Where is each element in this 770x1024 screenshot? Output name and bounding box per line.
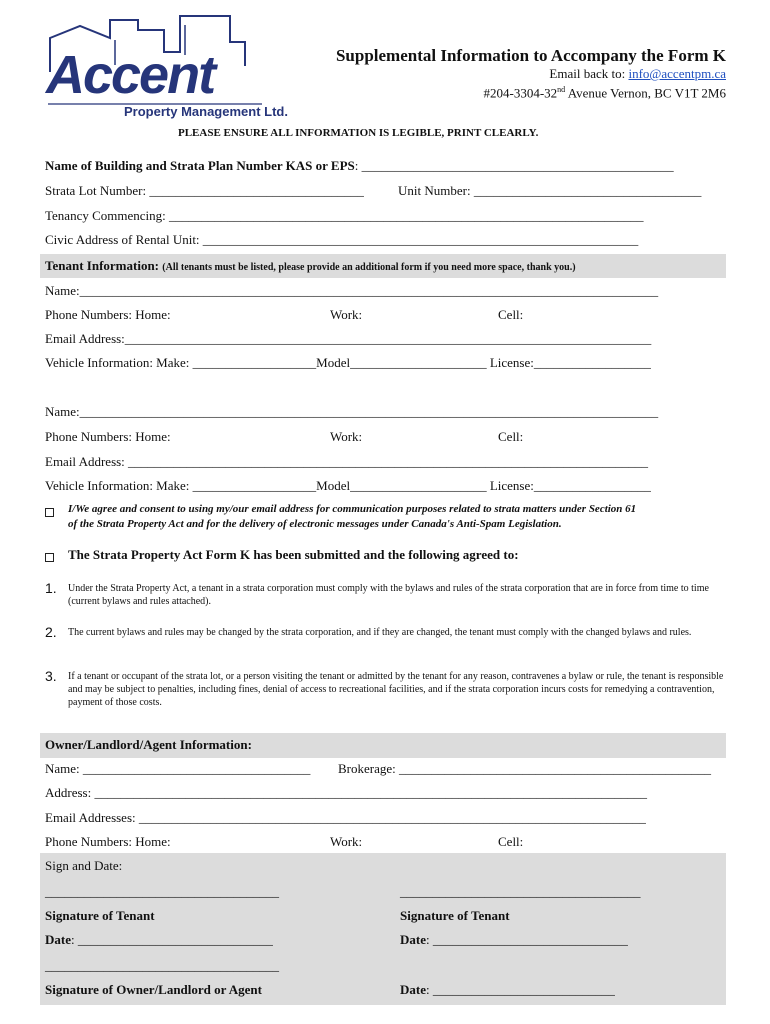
address-part2: Avenue Vernon, BC V1T 2M6 — [565, 85, 726, 101]
tenant-date-right[interactable] — [400, 932, 628, 948]
tenant1-name-field[interactable]: Name:_________________________________________________________________________________________ — [45, 283, 659, 298]
date-label: Date — [400, 932, 426, 947]
owner-name-field[interactable]: Name: ___________________________________ — [45, 761, 311, 776]
consent-line2: of the Strata Property Act and for the delivery of electronic messages under Canada's Anti-Spam Legislation. — [68, 518, 562, 530]
tenant1-phone-work[interactable]: Work: — [330, 307, 363, 322]
email-link[interactable]: info@accentpm.ca — [628, 66, 726, 81]
building-name-row[interactable] — [45, 158, 674, 174]
tenant-heading: Tenant Information: — [45, 258, 160, 273]
form-k-item1-number: 1. — [45, 580, 57, 596]
tenant-note: (All tenants must be listed, please provide an additional form if you need more space, thank you.) — [162, 262, 576, 273]
tenant2-phone-work[interactable]: Work: — [330, 429, 363, 444]
tenant1-phone-cell[interactable]: Cell: — [498, 307, 524, 322]
owner-brokerage-field[interactable]: Brokerage: ________________________________________________ — [338, 761, 712, 776]
checkbox-icon[interactable] — [45, 553, 54, 562]
address-part: #204-3304-32 — [483, 85, 558, 101]
signature-tenant-label-left: Signature of Tenant — [45, 908, 155, 923]
signature-owner-label: Signature of Owner/Landlord or Agent — [45, 982, 262, 997]
form-k-heading: The Strata Property Act Form K has been submitted and the following agreed to: — [68, 547, 519, 562]
form-k-item1-text: Under the Strata Property Act, a tenant in a strata corporation must comply with the bylaws and rules of the strata corporation that are in force from time to time (current bylaws and rules attached). — [68, 583, 709, 607]
consent-checkbox[interactable] — [45, 503, 54, 521]
form-k-checkbox[interactable] — [45, 548, 54, 566]
date-blank[interactable]: : ______________________________ — [71, 932, 273, 947]
civic-address-field[interactable]: Civic Address of Rental Unit: ___________________________________________________________________ — [45, 232, 639, 247]
owner-phone-home[interactable]: Phone Numbers: Home: — [45, 834, 171, 849]
building-name-blank[interactable]: : ________________________________________________ — [354, 158, 674, 173]
owner-email-field[interactable]: Email Addresses: ______________________________________________________________________________ — [45, 810, 646, 825]
owner-heading: Owner/Landlord/Agent Information: — [45, 737, 252, 752]
logo-subtitle: Property Management Ltd. — [124, 104, 288, 119]
checkbox-icon[interactable] — [45, 508, 54, 517]
date-label: Date — [400, 982, 426, 997]
form-k-item2-text: The current bylaws and rules may be changed by the strata corporation, and if they are changed, the tenant must comply with the changed bylaws and rules. — [68, 627, 692, 638]
legibility-notice: PLEASE ENSURE ALL INFORMATION IS LEGIBLE, PRINT CLEARLY. — [178, 127, 539, 139]
tenant-signature-line-left[interactable]: ____________________________________ — [45, 884, 279, 899]
owner-signature-line[interactable]: ____________________________________ — [45, 958, 279, 973]
address-sup: nd — [557, 85, 566, 94]
signature-tenant-label-right: Signature of Tenant — [400, 908, 510, 923]
tenant-signature-line-right[interactable]: _____________________________________ — [400, 884, 641, 899]
email-prefix: Email back to: — [549, 66, 629, 81]
owner-phone-work[interactable]: Work: — [330, 834, 363, 849]
tenant2-name-field[interactable]: Name:_________________________________________________________________________________________ — [45, 404, 659, 419]
office-address — [484, 82, 727, 101]
tenancy-commencing-field[interactable]: Tenancy Commencing: _________________________________________________________________________ — [45, 208, 644, 223]
tenant2-phone-home[interactable]: Phone Numbers: Home: — [45, 429, 171, 444]
tenant1-email-field[interactable]: Email Address:_________________________________________________________________________________ — [45, 331, 652, 346]
unit-number-field[interactable]: Unit Number: ___________________________________ — [398, 183, 702, 198]
tenant2-email-field[interactable]: Email Address: ________________________________________________________________________________ — [45, 454, 649, 469]
tenant-date-left[interactable] — [45, 932, 273, 948]
date-label: Date — [45, 932, 71, 947]
sign-heading: Sign and Date: — [45, 858, 123, 873]
form-k-item3-number: 3. — [45, 668, 57, 684]
strata-lot-field[interactable]: Strata Lot Number: _________________________________ — [45, 183, 364, 198]
logo-brand: Accent — [46, 45, 215, 105]
building-name-label: Name of Building and Strata Plan Number KAS or EPS — [45, 158, 355, 173]
tenant1-vehicle-field[interactable]: Vehicle Information: Make: ___________________Model_____________________ License:__________________ — [45, 355, 651, 370]
tenant2-vehicle-field[interactable]: Vehicle Information: Make: ___________________Model_____________________ License:__________________ — [45, 478, 651, 493]
form-title: Supplemental Information to Accompany the Form K — [335, 46, 726, 65]
tenant-heading-row — [45, 258, 576, 276]
owner-address-field[interactable]: Address: _____________________________________________________________________________________ — [45, 785, 647, 800]
owner-date[interactable] — [400, 982, 615, 998]
form-k-item3-text: If a tenant or occupant of the strata lot, or a person visiting the tenant or admitted by the tenant for any reason, contravenes a bylaw or rule, the tenant is responsible and may be subject to penalties, including fines, denial of access to recreational facilities, and if the strata corporation incurs costs for remedying a contravention, payment of those costs. — [68, 671, 724, 708]
consent-line1: I/We agree and consent to using my/our email address for communication purposes related to strata matters under Section 61 — [68, 503, 637, 515]
email-line — [549, 66, 726, 82]
date-blank[interactable]: : ______________________________ — [426, 932, 628, 947]
date-blank[interactable]: : ____________________________ — [426, 982, 615, 997]
company-logo — [40, 10, 288, 120]
owner-phone-cell[interactable]: Cell: — [498, 834, 524, 849]
form-k-item2-number: 2. — [45, 624, 57, 640]
tenant1-phone-home[interactable]: Phone Numbers: Home: — [45, 307, 171, 322]
tenant2-phone-cell[interactable]: Cell: — [498, 429, 524, 444]
